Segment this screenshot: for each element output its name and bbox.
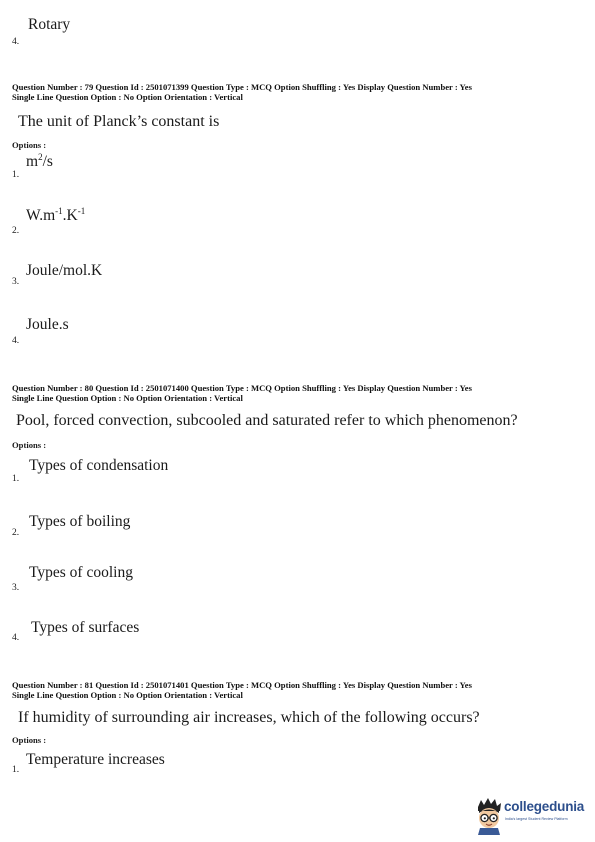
q81-option-1-text: Temperature increases (26, 751, 165, 768)
question-79-text: The unit of Planck’s constant is (18, 113, 220, 130)
q79-option-4-text: Joule.s (26, 316, 69, 333)
q80-option-4-text: Types of surfaces (31, 619, 140, 636)
q79-option-3-text: Joule/mol.K (26, 262, 103, 279)
q80-option-1-number: 1. (12, 474, 20, 484)
question-80-meta-line2: Single Line Question Option : No Option Orientation : Vertical (12, 393, 243, 403)
q79-option-4-number: 4. (12, 336, 20, 346)
q79-option-1-number: 1. (12, 170, 20, 180)
question-81-meta-line1: Question Number : 81 Question Id : 2501071401 Question Type : MCQ Option Shuffling : Yes Display Question Number : Yes (12, 680, 472, 690)
q80-option-3-number: 3. (12, 583, 20, 593)
q80-option-2-text: Types of boiling (29, 513, 131, 530)
logo-wordmark: collegedunia (504, 799, 585, 814)
logo-tagline: India's largest Student Review Platform (505, 817, 568, 821)
q81-option-1-number: 1. (12, 765, 20, 775)
q79-option-3-number: 3. (12, 277, 20, 287)
q80-option-4-number: 4. (12, 633, 20, 643)
question-81-text: If humidity of surrounding air increases, which of the following occurs? (18, 709, 480, 726)
q80-option-2-number: 2. (12, 528, 20, 538)
q79-option-2-text: $W.m^{-1}.K^{-1}$ (26, 206, 86, 224)
question-79-meta-line2: Single Line Question Option : No Option Orientation : Vertical (12, 92, 243, 102)
q79-option-2-number: 2. (12, 226, 20, 236)
option-4-text: Rotary (28, 16, 71, 33)
q80-option-3-text: Types of cooling (29, 564, 133, 581)
collegedunia-logo[interactable] (474, 797, 592, 835)
question-79-meta-line1: Question Number : 79 Question Id : 2501071399 Question Type : MCQ Option Shuffling : Yes Display Question Number : Yes (12, 82, 472, 92)
question-81-options-label: Options : (12, 735, 47, 745)
q79-option-1-text: $m^2/s$ (26, 152, 53, 170)
option-4-number: 4. (12, 37, 20, 47)
question-80-options-label: Options : (12, 440, 47, 450)
question-80-text: Pool, forced convection, subcooled and saturated refer to which phenomenon? (16, 412, 518, 429)
question-81-meta-line2: Single Line Question Option : No Option Orientation : Vertical (12, 690, 243, 700)
question-79-options-label: Options : (12, 140, 47, 150)
q80-option-1-text: Types of condensation (29, 457, 169, 474)
mascot-icon (474, 797, 504, 835)
question-80-meta-line1: Question Number : 80 Question Id : 2501071400 Question Type : MCQ Option Shuffling : Yes Display Question Number : Yes (12, 383, 472, 393)
